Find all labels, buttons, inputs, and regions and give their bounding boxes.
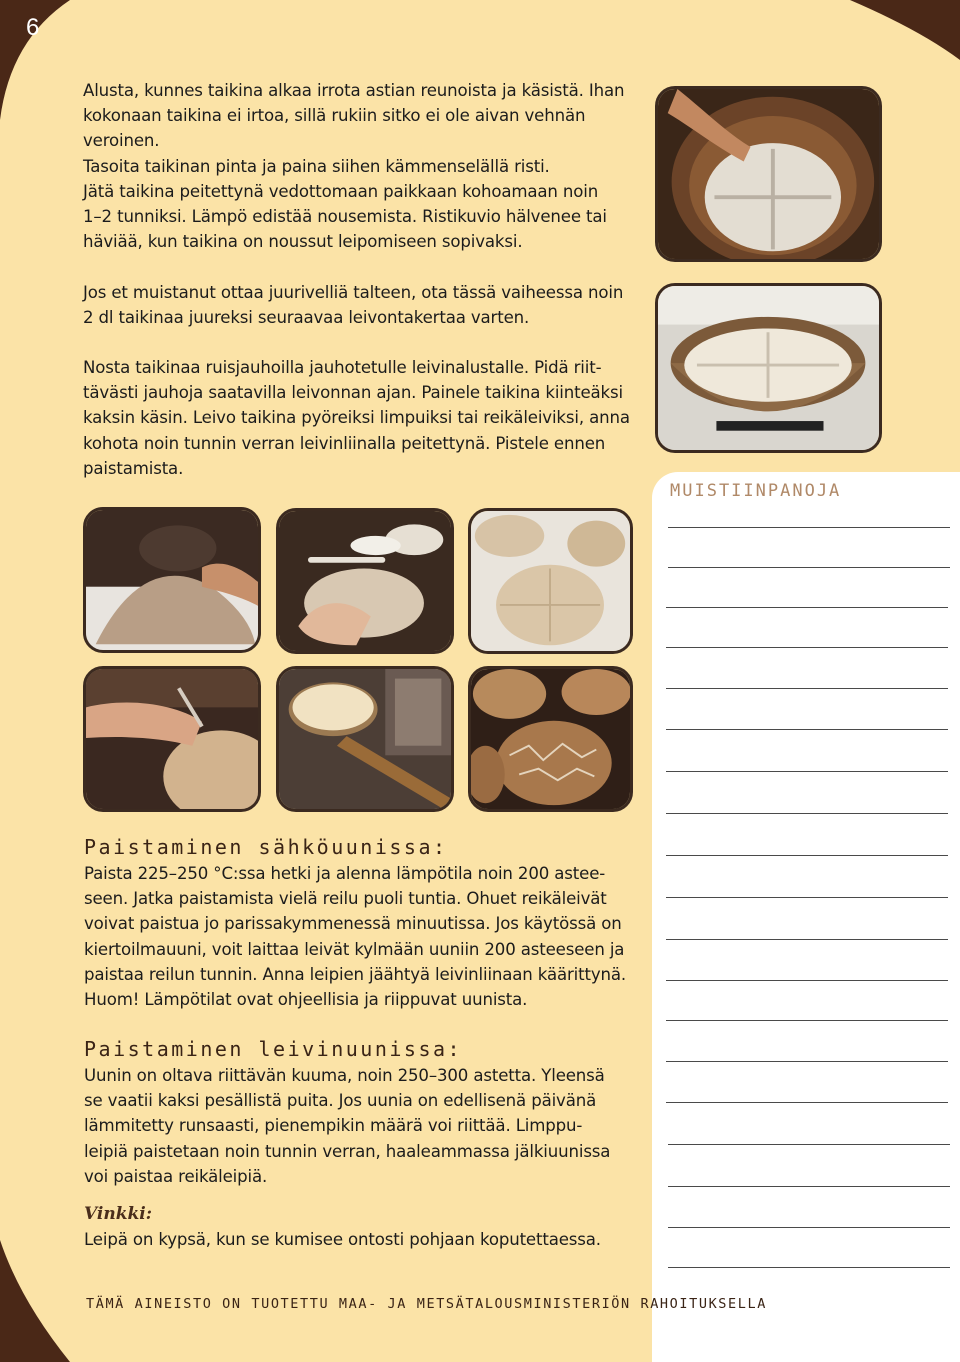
note-line[interactable] — [666, 939, 948, 940]
photo-pricking-loaf — [83, 666, 261, 812]
note-line[interactable] — [668, 1227, 950, 1228]
text-line: Uunin on oltava riittävän kuuma, noin 250–300 astetta. Yleensä — [84, 1066, 605, 1085]
text-line: voivat paistua jo parissakymmenessä minuutissa. Jos käytössä on — [84, 914, 622, 934]
note-line[interactable] — [666, 729, 948, 730]
photo-flour-on-board — [83, 507, 261, 653]
text-line: Alusta, kunnes taikina alkaa irrota astian reunoista ja käsistä. Ihan — [83, 81, 625, 100]
text-line: Jos et muistanut ottaa juurivelliä talteen, ota tässä vaiheessa noin — [83, 283, 624, 302]
text-line: Nosta taikinaa ruisjauhoilla jauhotetulle leivinalustalle. Pidä riit- — [83, 358, 602, 377]
wood-oven-text — [84, 1063, 644, 1189]
note-line[interactable] — [666, 1102, 948, 1103]
note-line[interactable] — [668, 1267, 950, 1268]
note-line[interactable] — [666, 607, 948, 608]
note-line[interactable] — [666, 855, 948, 856]
text-line: Huom! Lämpötilat ovat ohjeellisia ja riippuvat uunista. — [84, 990, 528, 1010]
note-line[interactable] — [666, 980, 948, 981]
photo-dough-in-wooden-tub — [655, 86, 882, 262]
photo-wooden-bowl-with-dough — [655, 283, 882, 453]
text-line: lämmitetty runsaasti, pienempikin määrä voi riittää. Limppu- — [84, 1116, 583, 1136]
note-line[interactable] — [668, 1186, 950, 1187]
note-line[interactable] — [666, 813, 948, 814]
notes-title: MUISTIINPANOJA — [670, 481, 842, 501]
funding-footer: TÄMÄ AINEISTO ON TUOTETTU MAA- JA METSÄTALOUSMINISTERIÖN RAHOITUKSELLA — [86, 1296, 767, 1312]
intro-paragraph-2 — [83, 280, 643, 330]
note-line[interactable] — [668, 1144, 950, 1145]
text-line: paistaa reilun tunnin. Anna leipien jäähtyä leivinliinaan käärittynä. — [84, 964, 627, 984]
text-line: kaksin käsin. Leivo taikina pyöreiksi limpuiksi tai reikäleiviksi, anna — [83, 408, 630, 428]
note-line[interactable] — [666, 897, 948, 898]
text-line: kokonaan taikina ei irtoa, sillä rukiin sitko ei ole aivan vehnän — [83, 106, 586, 126]
photo-baked-loaves — [468, 666, 633, 812]
text-line: veroinen. — [83, 131, 160, 151]
electric-oven-text — [84, 861, 644, 1012]
photo-shaping-dough — [276, 508, 454, 654]
note-line[interactable] — [666, 771, 948, 772]
note-line[interactable] — [666, 1020, 948, 1021]
photo-risen-loaf — [468, 508, 633, 654]
text-line: se vaatii kaksi pesällistä puita. Jos uunia on edellisenä päivänä — [84, 1091, 597, 1111]
note-line[interactable] — [666, 1061, 948, 1062]
text-line: paistamista. — [83, 458, 184, 478]
text-line: tävästi jauhoja saatavilla leivonnan ajan. Painele taikina kiinteäksi — [83, 383, 623, 403]
note-line[interactable] — [668, 567, 950, 568]
text-line: 1–2 tunniksi. Lämpö edistää nousemista. Ristikuvio hälvenee tai — [83, 207, 607, 227]
electric-oven-heading: Paistaminen sähköuunissa: — [84, 835, 448, 859]
text-line: 2 dl taikinaa juureksi seuraavaa leivontakertaa varten. — [83, 308, 530, 328]
note-line[interactable] — [666, 647, 948, 648]
text-line: Tasoita taikinan pinta ja paina siihen kämmenselällä risti. — [83, 156, 550, 176]
text-line: leipiä paistetaan noin tunnin verran, haaleammassa jälkiuunissa — [84, 1141, 611, 1161]
intro-paragraph-3 — [83, 355, 643, 481]
tip-text: Leipä on kypsä, kun se kumisee ontosti pohjaan koputettaessa. — [84, 1230, 601, 1249]
note-line[interactable] — [666, 688, 948, 689]
wood-oven-heading: Paistaminen leivinuunissa: — [84, 1037, 463, 1061]
text-line: häviää, kun taikina on noussut leipomiseen sopivaksi. — [83, 232, 523, 252]
text-line: kohota noin tunnin verran leivinliinalla peitettynä. Pistele ennen — [83, 433, 606, 453]
note-line[interactable] — [668, 527, 950, 528]
text-line: kiertoilmauuni, voit laittaa leivät kylmään uuniin 200 asteeseen ja — [84, 939, 625, 959]
tip-heading: Vinkki: — [84, 1204, 152, 1224]
photo-loaf-on-peel — [276, 666, 454, 812]
text-line: Jätä taikina peitettynä vedottomaan paikkaan kohoamaan noin — [83, 181, 599, 201]
text-line: seen. Jatka paistamista vielä reilu puoli tuntia. Ohuet reikäleivät — [84, 889, 607, 909]
page-number: 6 — [26, 14, 40, 41]
text-line: voi paistaa reikäleipiä. — [84, 1166, 268, 1186]
text-line: Paista 225–250 °C:ssa hetki ja alenna lämpötila noin 200 astee- — [84, 864, 606, 883]
intro-paragraph-1 — [83, 78, 643, 254]
notes-panel — [652, 472, 960, 1362]
